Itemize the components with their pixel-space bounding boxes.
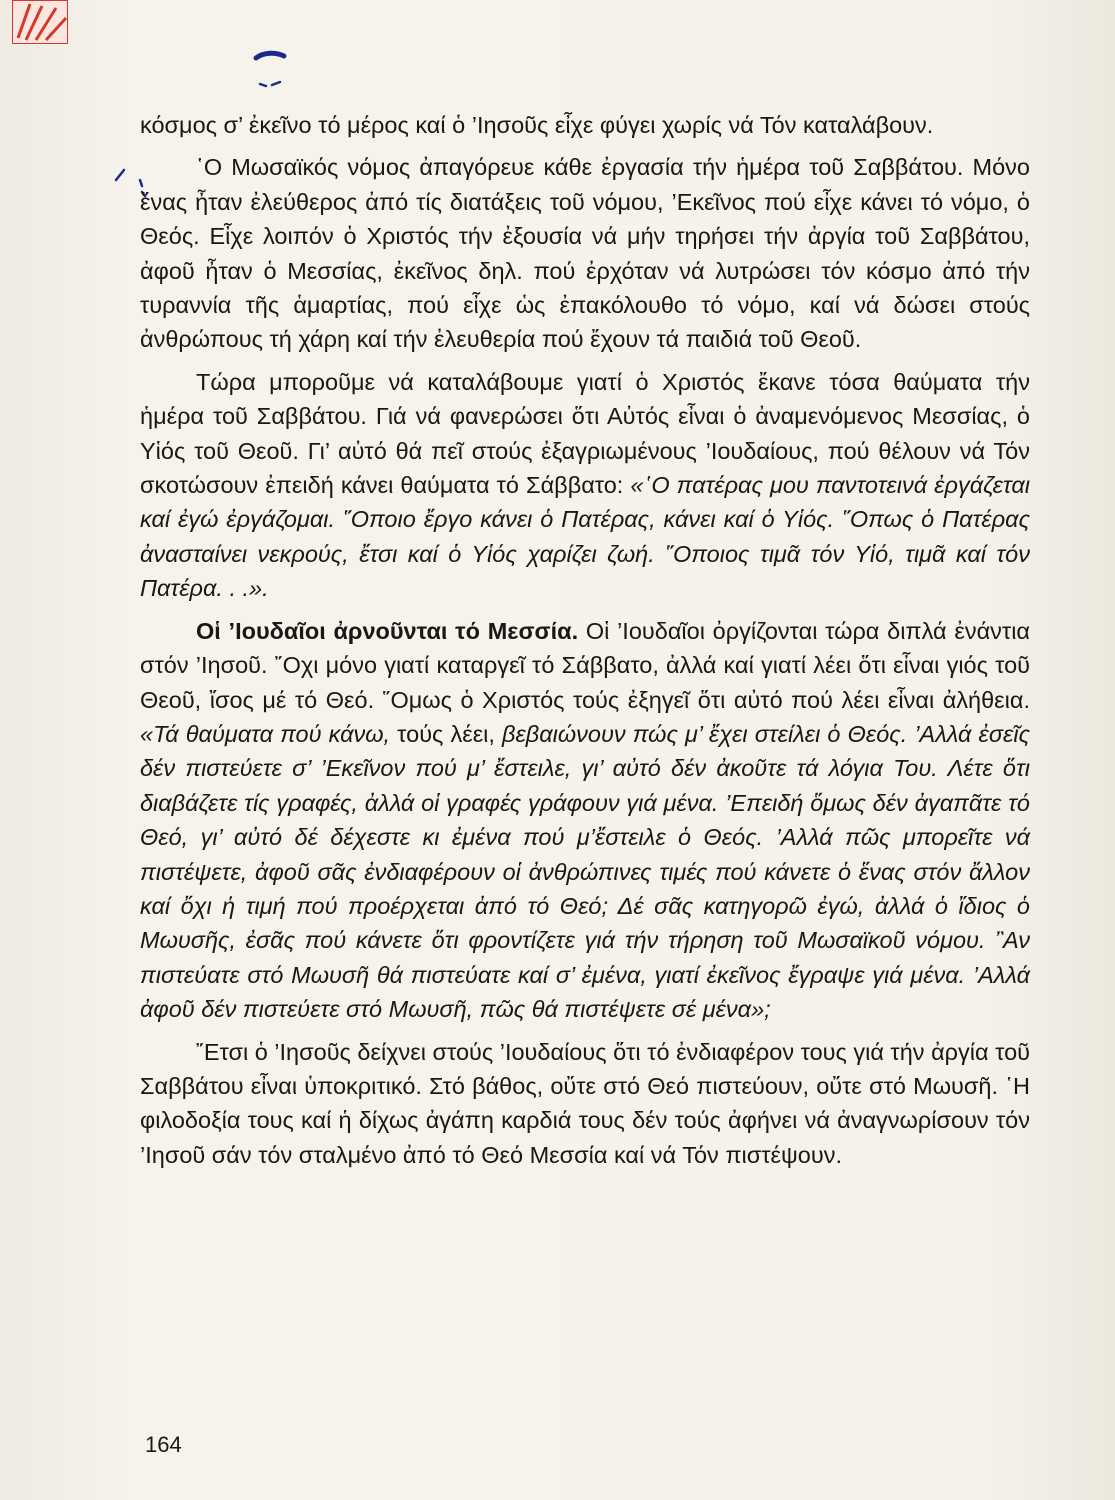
- paragraph-4: [140, 614, 1030, 1027]
- page-number: 164: [145, 1432, 182, 1457]
- section-heading: Οἱ ’Ιουδαῖοι ἀρνοῦνται τό Μεσσία.: [196, 617, 579, 644]
- scripture-quote: «῾Ο πατέρας μου παντοτεινά ἐργάζεται καί ἐγώ ἐργάζομαι. ῞Οποιο ἔργο κάνει ὁ Πατέρας, κάνει καί ὁ Υἱός. ῞Οπως ὁ Πατέρας ἀνασταίνει νεκρούς, ἔτσι καί ὁ Υἱός χαρίζει ζωή. ῞Οποιος τιμᾶ τόν Υἱό, τιμᾶ καί τόν Πατέρα. . .».: [140, 472, 1030, 602]
- scripture-quote: βεβαιώνουν πώς μ’ ἔχει στείλει ὁ Θεός. ’Αλλά ἐσεῖς δέν πιστεύετε σ’ ’Εκεῖνον πού μ’ ἔστειλε, γι’ αὐτό δέν ἀκοῦτε τά λόγια Του. Λέτε ὅτι διαβάζετε τίς γραφές, ἀλλά οἱ γραφές γράφουν γιά μένα. ’Επειδή ὅμως δέν ἀγαπᾶτε τό Θεό, γι’ αὐτό δέ δέχεστε κι ἐμένα πού μ’ἔστειλε ὁ Θεός. ’Αλλά πῶς μπορεῖτε νά πιστέψετε, ἀφοῦ σᾶς ἐνδιαφέρουν οἱ ἀνθρώπινες τιμές πού κάνετε ὁ ἕνας στόν ἄλλον καί ὄχι ἡ τιμή πού προέρχεται ἀπό τό Θεό; Δέ σᾶς κατηγορῶ ἐγώ, ἀλλά ὁ ἴδιος ὁ Μωυσῆς, ἐσᾶς πού κάνετε ὅτι φροντίζετε γιά τήν τήρηση τοῦ Μωσαϊκοῦ νόμου. ῍Αν πιστεύατε στό Μωυσῆ θά πιστεύατε καί σ’ ἐμένα, γιατί ἐκεῖνος ἔγραψε γιά μένα. ’Αλλά ἀφοῦ δέν πιστεύετε στό Μωυσῆ, πῶς θά πιστέψετε σέ μένα»;: [140, 720, 1031, 1023]
- paragraph-text: Οἱ ’Ιουδαῖοι ὀργίζονται τώρα διπλά ἐνάντια στόν ’Ιησοῦ. ῎Οχι μόνο γιατί καταργεῖ τό Σάββατο, ἀλλά καί γιατί λέει ὅτι εἶναι γιός τοῦ Θεοῦ, ἴσος μέ τό Θεό. ῞Ομως ὁ Χριστός τούς ἐξηγεῖ ὅτι αὐτό πού λέει εἶναι ἀλήθεια.: [140, 617, 1030, 713]
- ink-mark-icon: [250, 44, 300, 94]
- stamp-corner-icon: [12, 0, 68, 44]
- paragraph-5: [140, 1035, 1030, 1173]
- paragraph-text: ῾Ο Μωσαϊκός νόμος ἀπαγόρευε κάθε ἐργασία τήν ἡμέρα τοῦ Σαββάτου. Μόνο ἕνας ἦταν ἐλεύθερος ἀπό τίς διατάξεις τοῦ νόμου, ’Εκεῖνος πού εἶχε κάνει τό νόμο, ὁ Θεός. Εἶχε λοιπόν ὁ Χριστός τήν ἐξουσία νά μήν τηρήσει τήν ἀργία τοῦ Σαββάτου, ἀφοῦ ἦταν ὁ Μεσσίας, ἐκεῖνος δηλ. πού ἐρχόταν νά λυτρώσει τόν κόσμο ἀπό τήν τυραννία τῆς ἁμαρτίας, πού εἶχε ὡς ἐπακόλουθο τό νόμο, καί νά δώσει στούς ἀνθρώπους τή χάρη καί τήν ἐλευθερία πού ἔχουν τά παιδιά τοῦ Θεοῦ.: [140, 154, 1030, 353]
- paragraph-text: ῎Ετσι ὁ ’Ιησοῦς δείχνει στούς ’Ιουδαίους ὅτι τό ἐνδιαφέρον τους γιά τήν ἀργία τοῦ Σαββάτου εἶναι ὑποκριτικό. Στό βάθος, οὔτε στό Θεό πιστεύουν, οὔτε στό Μωυσῆ. ῾Η φιλοδοξία τους καί ἡ δίχως ἀγάπη καρδιά τους δέν τούς ἀφήνει νά ἀναγνωρίσουν τόν ’Ιησοῦ σάν τόν σταλμένο ἀπό τό Θεό Μεσσία καί νά Τόν πιστέψουν.: [140, 1038, 1030, 1168]
- paragraph-1: [140, 108, 1030, 142]
- paragraph-text: τούς λέει,: [397, 720, 495, 747]
- paragraph-2: [140, 150, 1030, 356]
- paragraph-text: Τώρα μποροῦμε νά καταλάβουμε γιατί ὁ Χριστός ἔκανε τόσα θαύματα τήν ἡμέρα τοῦ Σαββάτου. Γιά νά φανερώσει ὅτι Αὐτός εἶναι ὁ ἀναμενόμενος Μεσσίας, ὁ Υἱός τοῦ Θεοῦ. Γι’ αὐτό θά πεῖ στούς ἐξαγριωμένους ’Ιουδαίους, πού θέλουν νά Τόν σκοτώσουν ἐπειδή κάνει θαύματα τό Σάββατο:: [140, 368, 1030, 499]
- body-text: [140, 108, 1030, 1180]
- scripture-quote: «Τά θαύματα πού κάνω,: [140, 720, 391, 747]
- paragraph-3: [140, 365, 1030, 606]
- paragraph-text: κόσμος σ’ ἐκεῖνο τό μέρος καί ὁ ’Ιησοῦς εἶχε φύγει χωρίς νά Τόν καταλάβουν.: [140, 112, 934, 138]
